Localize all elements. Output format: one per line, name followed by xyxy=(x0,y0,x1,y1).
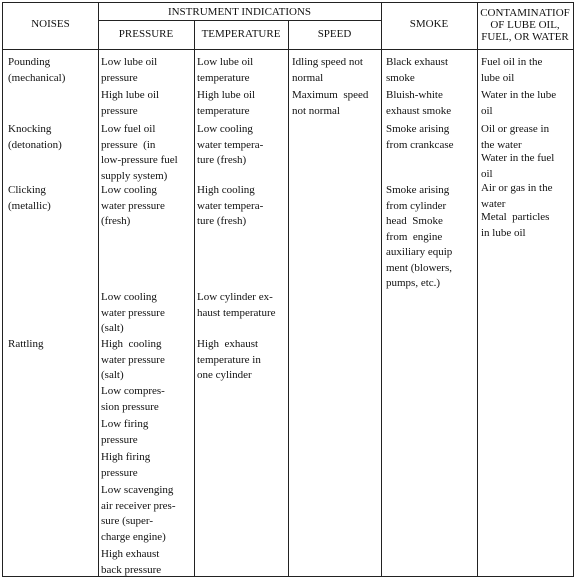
header-pressure: PRESSURE xyxy=(118,28,174,40)
header-smoke: SMOKE xyxy=(409,18,449,30)
pressure-item: High cooling water pressure (salt) xyxy=(101,338,165,381)
pressure-item: Low cooling water pressure (fresh) xyxy=(101,184,165,227)
smoke-item: Smoke arising from crankcase xyxy=(386,123,454,151)
pressure-item: High exhaust back pressure xyxy=(101,548,162,576)
contamination-item: Oil or grease in the water xyxy=(481,123,550,151)
noise-knocking: Knocking (detonation) xyxy=(8,123,62,151)
header-noises: NOISES xyxy=(31,18,70,30)
temperature-item: Low cooling water tempera- ture (fresh) xyxy=(197,123,264,166)
noise-clicking: Clicking (metallic) xyxy=(8,184,51,212)
column-divider xyxy=(477,3,478,576)
temperature-item: High cooling water tempera- ture (fresh) xyxy=(197,184,264,227)
header-divider xyxy=(98,20,381,21)
pressure-item: Low compres- sion pressure xyxy=(101,385,165,413)
troubleshooting-table xyxy=(2,2,574,577)
contamination-item: Fuel oil in the lube oil xyxy=(481,56,543,84)
header-bottom-rule xyxy=(3,49,573,50)
temperature-item: High exhaust temperature in one cylinder xyxy=(197,338,261,381)
contamination-item: Water in the fuel oil xyxy=(481,152,555,180)
contamination-item: Air or gas in the water xyxy=(481,182,553,210)
pressure-item: Low lube oil pressure xyxy=(101,56,158,84)
column-divider xyxy=(98,3,99,576)
column-divider xyxy=(381,3,382,576)
noise-pounding: Pounding (mechanical) xyxy=(8,56,66,84)
column-divider xyxy=(194,20,195,576)
column-divider xyxy=(288,20,289,576)
header-instrument-indications: INSTRUMENT INDICATIONS xyxy=(167,6,312,18)
pressure-item: High firing pressure xyxy=(101,451,151,479)
speed-item: Idling speed not normal xyxy=(292,56,363,84)
temperature-item: High lube oil temperature xyxy=(197,89,256,117)
smoke-item: Bluish-white exhaust smoke xyxy=(386,89,452,117)
header-temperature: TEMPERATURE xyxy=(201,28,281,40)
smoke-item: Smoke arising from cylinder head Smoke from engine auxiliary equip ment (blowers, pumps, etc.) xyxy=(386,184,453,289)
temperature-item: Low lube oil temperature xyxy=(197,56,254,84)
pressure-item: Low fuel oil pressure (in low-pressure fuel supply system) xyxy=(101,123,178,182)
pressure-item: Low firing pressure xyxy=(101,418,149,446)
contamination-item: Metal particles in lube oil xyxy=(481,211,550,239)
speed-item: Maximum speed not normal xyxy=(292,89,369,117)
temperature-item: Low cylinder ex- haust temperature xyxy=(197,291,276,319)
contamination-item: Water in the lube oil xyxy=(481,89,557,117)
noise-rattling: Rattling xyxy=(8,338,44,350)
pressure-item: High lube oil pressure xyxy=(101,89,160,117)
header-contamination: CONTAMINATIOF OF LUBE OIL, FUEL, OR WATER xyxy=(480,7,570,43)
header-speed: SPEED xyxy=(317,28,352,40)
smoke-item: Black exhaust smoke xyxy=(386,56,449,84)
pressure-item: Low cooling water pressure (salt) xyxy=(101,291,165,334)
pressure-item: Low scavenging air receiver pres- sure (super- charge engine) xyxy=(101,484,176,543)
